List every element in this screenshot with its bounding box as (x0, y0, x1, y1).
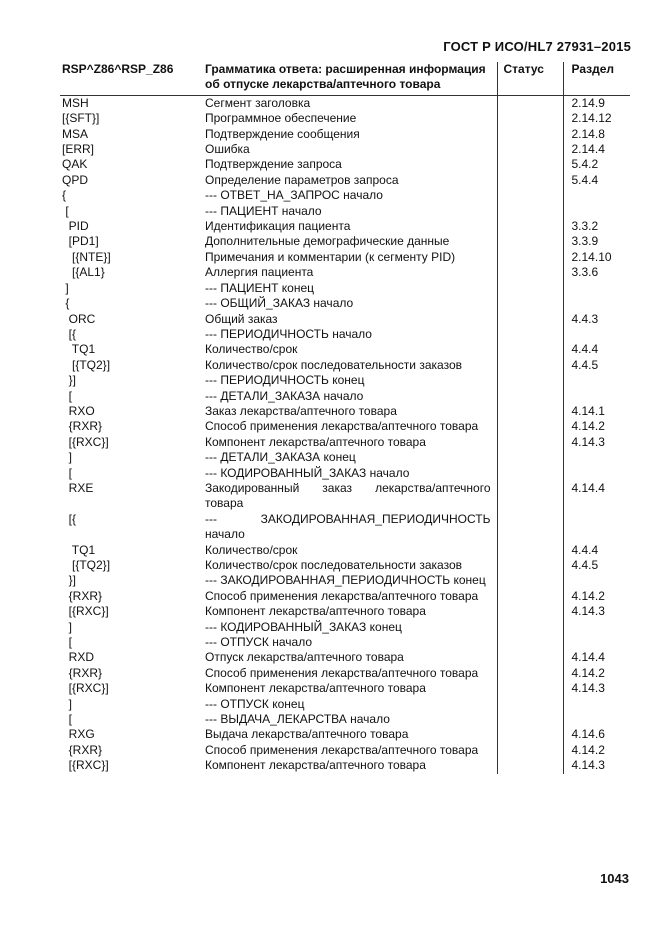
status-cell (497, 127, 563, 142)
table-row (60, 111, 630, 126)
table-row (60, 404, 630, 419)
description-cell: Аллергия пациента (205, 265, 314, 280)
table-row (60, 558, 630, 573)
section-cell: 3.3.9 (563, 234, 630, 249)
status-cell (497, 604, 563, 619)
status-cell (497, 450, 563, 465)
segment-cell: [{ (62, 511, 77, 526)
section-cell (563, 466, 630, 481)
description-cell: Компонент лекарства/аптечного товара (205, 681, 426, 696)
section-cell: 2.14.9 (563, 95, 630, 111)
description-cell: Идентификация пациента (205, 219, 351, 234)
table-row (60, 450, 630, 465)
table-row (60, 389, 630, 404)
description-cell: --- ПАЦИЕНТ начало (205, 203, 322, 218)
status-cell (497, 589, 563, 604)
section-cell: 5.4.4 (563, 173, 630, 188)
table-row (60, 681, 630, 696)
header-segment: RSP^Z86^RSP_Z86 (60, 62, 201, 95)
status-cell (497, 358, 563, 373)
section-cell: 4.14.2 (563, 419, 630, 434)
segment-cell: ] (62, 619, 73, 634)
section-cell: 4.4.3 (563, 312, 630, 327)
table-row (60, 635, 630, 650)
status-cell (497, 204, 563, 219)
table-row (60, 697, 630, 712)
description-cell: Способ применения лекарства/аптечного товара (205, 742, 479, 757)
segment-cell: [{TQ2}] (62, 558, 111, 572)
section-cell: 4.14.3 (563, 604, 630, 619)
table-row (60, 281, 630, 296)
status-cell (497, 466, 563, 481)
table-row (60, 712, 630, 727)
status-cell (497, 743, 563, 758)
table-row (60, 95, 630, 111)
description-cell: Отпуск лекарства/аптечного товара (205, 650, 404, 665)
description-cell: Выдача лекарства/аптечного товара (205, 727, 409, 742)
table-row (60, 219, 630, 234)
table-row (60, 435, 630, 450)
status-cell (497, 157, 563, 172)
description-cell: Подтверждение запроса (205, 157, 342, 172)
section-cell (563, 188, 630, 203)
section-cell: 2.14.10 (563, 250, 630, 265)
description-cell: --- ОБЩИЙ_ЗАКАЗ начало (205, 296, 354, 311)
description-cell: --- ДЕТАЛИ_ЗАКАЗА конец (205, 450, 356, 465)
status-cell (497, 265, 563, 280)
status-cell (497, 173, 563, 188)
status-cell (497, 142, 563, 157)
description-cell: --- ОТВЕТ_НА_ЗАПРОС начало (205, 188, 383, 203)
section-cell: 4.14.6 (563, 727, 630, 742)
section-cell: 4.14.2 (563, 743, 630, 758)
description-cell: --- ПАЦИЕНТ конец (205, 280, 315, 295)
table-row (60, 727, 630, 742)
status-cell (497, 373, 563, 388)
table-row (60, 589, 630, 604)
section-cell: 2.14.4 (563, 142, 630, 157)
table-row (60, 512, 630, 543)
segment-cell: [{RXC}] (62, 681, 109, 696)
description-cell: Компонент лекарства/аптечного товара (205, 758, 426, 773)
section-cell: 4.4.4 (563, 543, 630, 558)
table-row (60, 157, 630, 172)
description-cell: Программное обеспечение (205, 111, 357, 126)
description-cell: Количество/срок (205, 342, 298, 357)
status-cell (497, 250, 563, 265)
section-cell (563, 373, 630, 388)
segment-cell: [ERR] (62, 142, 95, 157)
segment-cell: [{RXC}] (62, 758, 109, 773)
header-section: Раздел (563, 62, 630, 95)
description-cell: --- ОТПУСК конец (205, 696, 305, 711)
description-cell: Заказ лекарства/аптечного товара (205, 403, 397, 418)
description-cell: Количество/срок последовательности заказов (205, 558, 462, 572)
status-cell (497, 666, 563, 681)
section-cell: 4.14.3 (563, 681, 630, 696)
status-cell (497, 573, 563, 588)
segment-cell: [ (62, 465, 73, 480)
segment-cell: [ (62, 203, 69, 218)
description-cell: --- ПЕРИОДИЧНОСТЬ начало (205, 326, 372, 341)
table-header-row (60, 62, 630, 95)
description-cell: --- ОТПУСК начало (205, 635, 312, 650)
segment-cell: [{ (62, 326, 77, 341)
table-row (60, 358, 630, 373)
section-cell: 2.14.12 (563, 111, 630, 126)
description-cell: Общий заказ (205, 311, 278, 326)
section-cell: 4.14.4 (563, 481, 630, 512)
section-cell: 4.4.5 (563, 358, 630, 373)
table-row (60, 142, 630, 157)
section-cell: 4.14.4 (563, 650, 630, 665)
status-cell (497, 219, 563, 234)
status-cell (497, 389, 563, 404)
table-row (60, 234, 630, 249)
description-cell: --- ЗАКОДИРОВАННАЯ_ПЕРИОДИЧНОСТЬ конец (205, 573, 486, 588)
table-row (60, 188, 630, 203)
segment-cell: [ (62, 388, 73, 403)
status-cell (497, 327, 563, 342)
status-cell (497, 404, 563, 419)
table-row (60, 543, 630, 558)
segment-cell: ORC (62, 311, 96, 326)
table-row (60, 312, 630, 327)
description-cell: Количество/срок последовательности заказов (205, 357, 462, 372)
table-row (60, 620, 630, 635)
segment-cell: RXO (62, 403, 95, 418)
description-cell: Компонент лекарства/аптечного товара (205, 604, 426, 619)
table-row (60, 466, 630, 481)
segment-cell: TQ1 (62, 542, 96, 557)
section-cell (563, 512, 630, 543)
description-cell: --- ВЫДАЧА_ЛЕКАРСТВА начало (205, 712, 390, 727)
segment-cell: RXD (62, 650, 95, 665)
segment-cell: [ (62, 635, 73, 650)
section-cell: 3.3.6 (563, 265, 630, 280)
section-cell: 4.14.2 (563, 666, 630, 681)
segment-cell: [{AL1} (62, 265, 105, 280)
segment-cell: ] (62, 280, 69, 295)
status-cell (497, 296, 563, 311)
section-cell: 4.14.3 (563, 758, 630, 773)
status-cell (497, 727, 563, 742)
description-cell: Способ применения лекарства/аптечного товара (205, 419, 479, 434)
table-row (60, 573, 630, 588)
status-cell (497, 312, 563, 327)
description-cell: --- ПЕРИОДИЧНОСТЬ конец (205, 373, 365, 388)
status-cell (497, 281, 563, 296)
table-row (60, 666, 630, 681)
section-cell: 4.4.5 (563, 558, 630, 573)
segment-cell: ] (62, 696, 73, 711)
document-header: ГОСТ Р ИСО/HL7 27931–2015 (443, 39, 631, 54)
status-cell (497, 543, 563, 558)
status-cell (497, 342, 563, 357)
segment-cell: MSH (62, 95, 89, 110)
section-cell: 4.14.3 (563, 435, 630, 450)
description-cell: Способ применения лекарства/аптечного товара (205, 665, 479, 680)
segment-cell: QPD (62, 172, 89, 187)
status-cell (497, 419, 563, 434)
description-cell: --- КОДИРОВАННЫЙ_ЗАКАЗ конец (205, 619, 402, 634)
table-row (60, 327, 630, 342)
segment-cell: }] (62, 573, 77, 588)
section-cell (563, 712, 630, 727)
table-row (60, 127, 630, 142)
status-cell (497, 95, 563, 111)
segment-cell: RXE (62, 480, 94, 495)
section-cell (563, 389, 630, 404)
description-cell: Компонент лекарства/аптечного товара (205, 434, 426, 449)
segment-cell: [{SFT}] (62, 111, 100, 126)
description-cell: Подтверждение сообщения (205, 126, 360, 141)
segment-cell: [{RXC}] (62, 604, 109, 619)
section-cell: 3.3.2 (563, 219, 630, 234)
section-cell (563, 620, 630, 635)
status-cell (497, 712, 563, 727)
section-cell (563, 697, 630, 712)
description-cell: --- ЗАКОДИРОВАННАЯ_ПЕРИОДИЧНОСТЬ начало (205, 511, 491, 542)
segment-cell: {RXR} (62, 419, 103, 434)
table-row (60, 342, 630, 357)
segment-cell: [ (62, 712, 73, 727)
section-cell (563, 281, 630, 296)
section-cell (563, 204, 630, 219)
segment-cell: ] (62, 450, 73, 465)
status-cell (497, 188, 563, 203)
table-row (60, 481, 630, 512)
table-row (60, 373, 630, 388)
table-body (60, 95, 630, 773)
segment-cell: QAK (62, 157, 88, 172)
status-cell (497, 681, 563, 696)
table-row (60, 758, 630, 773)
section-cell (563, 296, 630, 311)
segment-cell: {RXR} (62, 588, 103, 603)
header-status: Статус (497, 62, 563, 95)
status-cell (497, 481, 563, 512)
description-cell: Закодированный заказ лекарства/аптечного товара (205, 480, 491, 511)
section-cell: 4.4.4 (563, 342, 630, 357)
status-cell (497, 635, 563, 650)
segment-cell: }] (62, 373, 77, 388)
segment-cell: { (62, 188, 67, 203)
description-cell: Сегмент заголовка (205, 95, 311, 110)
table-row (60, 296, 630, 311)
segment-cell: { (62, 296, 70, 311)
status-cell (497, 697, 563, 712)
section-cell (563, 635, 630, 650)
section-cell (563, 327, 630, 342)
section-cell (563, 573, 630, 588)
description-cell: --- КОДИРОВАННЫЙ_ЗАКАЗ начало (205, 465, 410, 480)
segment-cell: {RXR} (62, 665, 103, 680)
section-cell: 2.14.8 (563, 127, 630, 142)
segment-cell: MSA (62, 126, 89, 141)
description-cell: Примечания и комментарии (к сегменту PID) (205, 249, 456, 264)
status-cell (497, 111, 563, 126)
status-cell (497, 650, 563, 665)
status-cell (497, 435, 563, 450)
table-row (60, 204, 630, 219)
section-cell: 5.4.2 (563, 157, 630, 172)
table-row (60, 743, 630, 758)
segment-cell: {RXR} (62, 742, 103, 757)
segment-cell: TQ1 (62, 342, 96, 357)
table-row (60, 265, 630, 280)
section-cell: 4.14.2 (563, 589, 630, 604)
table-row (60, 650, 630, 665)
status-cell (497, 234, 563, 249)
table-row (60, 173, 630, 188)
description-cell: Количество/срок (205, 542, 298, 557)
status-cell (497, 512, 563, 543)
header-description: Грамматика ответа: расширенная информация об отпуске лекарства/аптечного товара (201, 62, 497, 95)
description-cell: Дополнительные демографические данные (205, 234, 450, 249)
segment-cell: [PD1] (62, 234, 99, 249)
description-cell: Определение параметров запроса (205, 172, 399, 187)
description-cell: Способ применения лекарства/аптечного товара (205, 588, 479, 603)
segment-cell: PID (62, 219, 89, 234)
section-cell (563, 450, 630, 465)
table-row (60, 419, 630, 434)
segment-cell: [{TQ2}] (62, 357, 111, 372)
segment-cell: [{RXC}] (62, 434, 109, 449)
message-grammar-table (60, 62, 630, 774)
status-cell (497, 558, 563, 573)
status-cell (497, 758, 563, 773)
section-cell: 4.14.1 (563, 404, 630, 419)
description-cell: Ошибка (205, 142, 250, 157)
segment-cell: [{NTE}] (62, 249, 111, 264)
table-row (60, 604, 630, 619)
page-number: 1043 (600, 871, 629, 886)
table-row (60, 250, 630, 265)
segment-cell: RXG (62, 727, 95, 742)
status-cell (497, 620, 563, 635)
description-cell: --- ДЕТАЛИ_ЗАКАЗА начало (205, 388, 364, 403)
